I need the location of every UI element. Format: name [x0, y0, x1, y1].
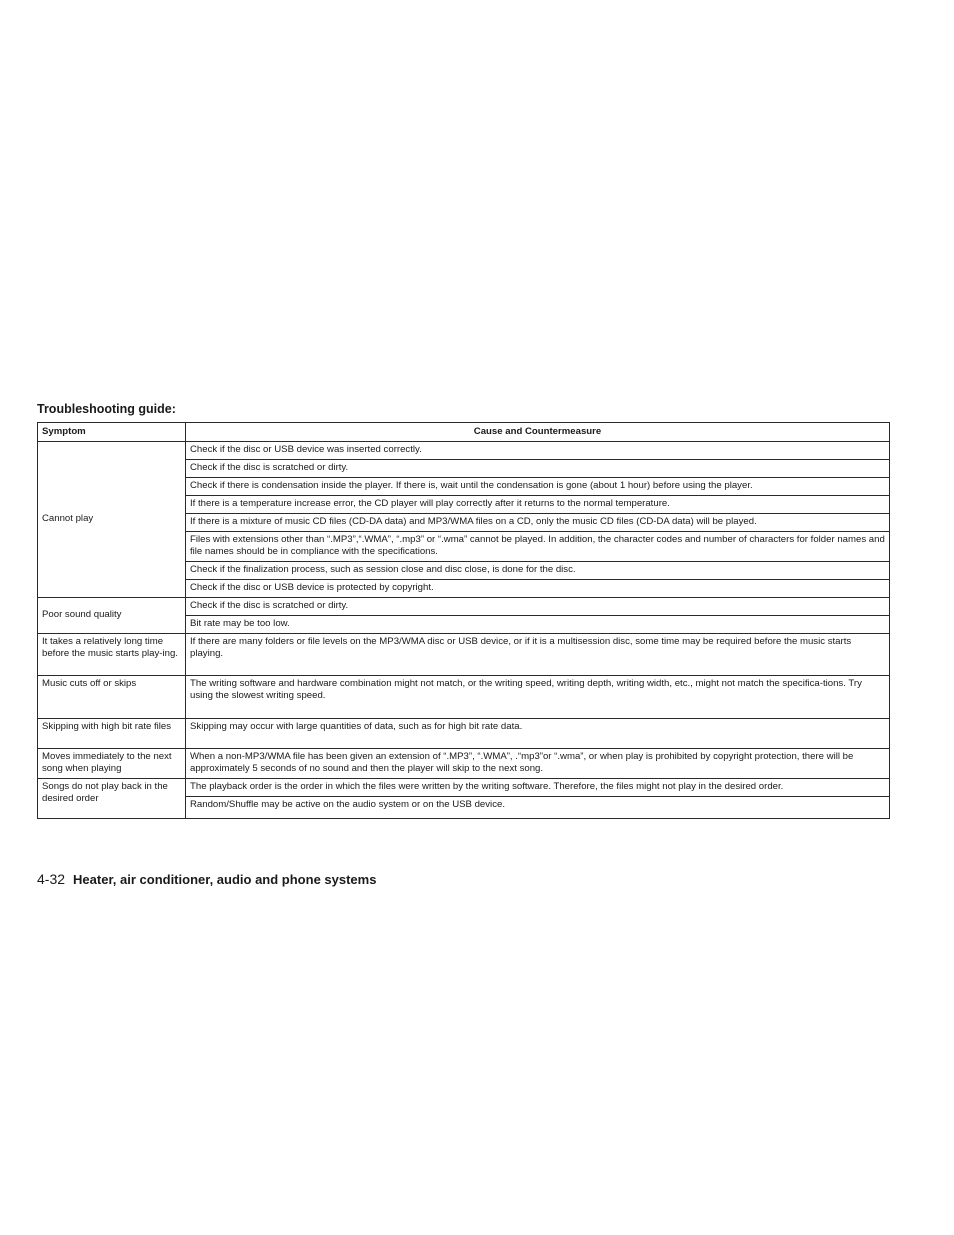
cause-cell: Check if there is condensation inside the player. If there is, wait until the condensation is gone (about 1 hour) before using the player. [186, 478, 890, 496]
symptom-cell: Cannot play [38, 442, 186, 598]
cause-cell: Check if the disc is scratched or dirty. [186, 460, 890, 478]
cause-cell: The playback order is the order in which the files were written by the writing software. Therefore, the files might not play in the desired order. [186, 779, 890, 797]
header-symptom: Symptom [38, 423, 186, 442]
table-row [38, 719, 890, 749]
symptom-cell: Moves immediately to the next song when playing [38, 749, 186, 779]
cause-cell: The writing software and hardware combination might not match, or the writing speed, writing depth, writing width, etc., might not match the specifica-tions. Try using the slowest writing speed. [186, 676, 890, 719]
table-row [38, 676, 890, 719]
table-row [38, 779, 890, 797]
cause-cell: Check if the disc is scratched or dirty. [186, 598, 890, 616]
table-row [38, 749, 890, 779]
cause-cell: Random/Shuffle may be active on the audio system or on the USB device. [186, 797, 890, 819]
table-row [38, 442, 890, 460]
cause-cell: When a non-MP3/WMA file has been given an extension of “.MP3”, “.WMA”, .“mp3”or “.wma”, or when play is prohibited by copyright protection, there will be approximately 5 seconds of no sound and then the player will skip to the next song. [186, 749, 890, 779]
symptom-cell: Poor sound quality [38, 598, 186, 634]
page-number: 4-32 [37, 871, 66, 887]
symptom-cell: Skipping with high bit rate files [38, 719, 186, 749]
cause-cell: If there is a mixture of music CD files (CD-DA data) and MP3/WMA files on a CD, only the music CD files (CD-DA data) will be played. [186, 514, 890, 532]
troubleshooting-table [37, 422, 890, 819]
page-footer [37, 871, 376, 887]
cause-cell: Check if the disc or USB device was inserted correctly. [186, 442, 890, 460]
cause-cell: Bit rate may be too low. [186, 616, 890, 634]
section-title: Troubleshooting guide: [37, 402, 176, 416]
header-cause: Cause and Countermeasure [186, 423, 890, 442]
table-row [38, 598, 890, 616]
symptom-cell: Music cuts off or skips [38, 676, 186, 719]
symptom-cell: Songs do not play back in the desired order [38, 779, 186, 819]
cause-cell: Files with extensions other than “.MP3”,“.WMA”, “.mp3” or “.wma” cannot be played. In addition, the character codes and number of characters for folder names and file names should be in compliance with the specifications. [186, 532, 890, 562]
cause-cell: Check if the disc or USB device is protected by copyright. [186, 580, 890, 598]
table-row [38, 634, 890, 676]
symptom-cell: It takes a relatively long time before the music starts play-ing. [38, 634, 186, 676]
cause-cell: Check if the finalization process, such as session close and disc close, is done for the disc. [186, 562, 890, 580]
table-header-row [38, 423, 890, 442]
cause-cell: If there is a temperature increase error, the CD player will play correctly after it returns to the normal temperature. [186, 496, 890, 514]
cause-cell: Skipping may occur with large quantities of data, such as for high bit rate data. [186, 719, 890, 749]
cause-cell: If there are many folders or file levels on the MP3/WMA disc or USB device, or if it is a multisession disc, some time may be required before the music starts playing. [186, 634, 890, 676]
chapter-title: Heater, air conditioner, audio and phone systems [73, 872, 377, 887]
